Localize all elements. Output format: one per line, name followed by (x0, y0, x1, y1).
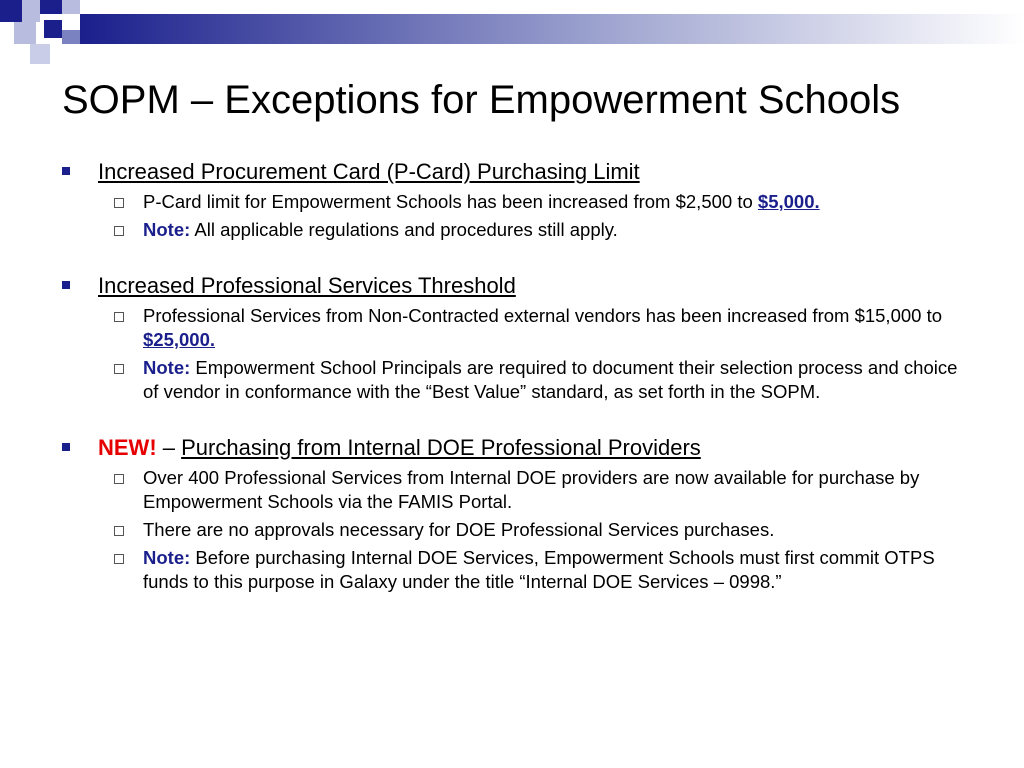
section-heading: Increased Procurement Card (P-Card) Purchasing Limit (98, 159, 640, 184)
list-item (114, 218, 982, 242)
amount-highlight: $25,000. (143, 329, 216, 350)
hollow-square-bullet-icon (114, 364, 124, 374)
slide-content (62, 158, 982, 624)
new-label: NEW! (98, 435, 157, 460)
list-item (114, 304, 982, 352)
item-text: P-Card limit for Empowerment Schools has been increased from $2,500 to (143, 191, 758, 212)
list-item (114, 356, 982, 404)
section-heading-row (62, 158, 982, 186)
header-decoration (0, 0, 1024, 70)
item-text: Professional Services from Non-Contracted external vendors has been increased from $15,000 to (143, 305, 943, 326)
section-professional-services (62, 272, 982, 404)
square-bullet-icon (62, 167, 70, 175)
section-heading: Purchasing from Internal DOE Professional Providers (181, 435, 701, 460)
item-text: Before purchasing Internal DOE Services, Empowerment Schools must first commit OTPS funds to this purpose in Galaxy under the title “Internal DOE Services – 0998.” (143, 547, 935, 592)
item-text: Empowerment School Principals are required to document their selection process and choice of vendor in conformance with the “Best Value” standard, as set forth in the SOPM. (143, 357, 958, 402)
list-item (114, 546, 982, 594)
note-label: Note: (143, 547, 191, 568)
heading-dash: – (156, 435, 182, 460)
section-heading-row (62, 272, 982, 300)
hollow-square-bullet-icon (114, 526, 124, 536)
square-bullet-icon (62, 443, 70, 451)
note-label: Note: (143, 219, 191, 240)
section-internal-doe (62, 434, 982, 594)
list-item (114, 190, 982, 214)
item-text: All applicable regulations and procedures still apply. (190, 219, 618, 240)
list-item (114, 466, 982, 514)
item-text: There are no approvals necessary for DOE Professional Services purchases. (143, 519, 775, 540)
amount-highlight: $5,000. (757, 191, 820, 212)
hollow-square-bullet-icon (114, 474, 124, 484)
hollow-square-bullet-icon (114, 226, 124, 236)
hollow-square-bullet-icon (114, 198, 124, 208)
note-label: Note: (143, 357, 191, 378)
slide-title: SOPM – Exceptions for Empowerment Schools (62, 78, 901, 122)
square-bullet-icon (62, 281, 70, 289)
section-heading: Increased Professional Services Threshold (98, 273, 516, 298)
item-text: Over 400 Professional Services from Internal DOE providers are now available for purchase by Empowerment Schools via the FAMIS Portal. (143, 467, 920, 512)
hollow-square-bullet-icon (114, 312, 124, 322)
list-item (114, 518, 982, 542)
hollow-square-bullet-icon (114, 554, 124, 564)
section-heading-row (62, 434, 982, 462)
section-pcard (62, 158, 982, 242)
